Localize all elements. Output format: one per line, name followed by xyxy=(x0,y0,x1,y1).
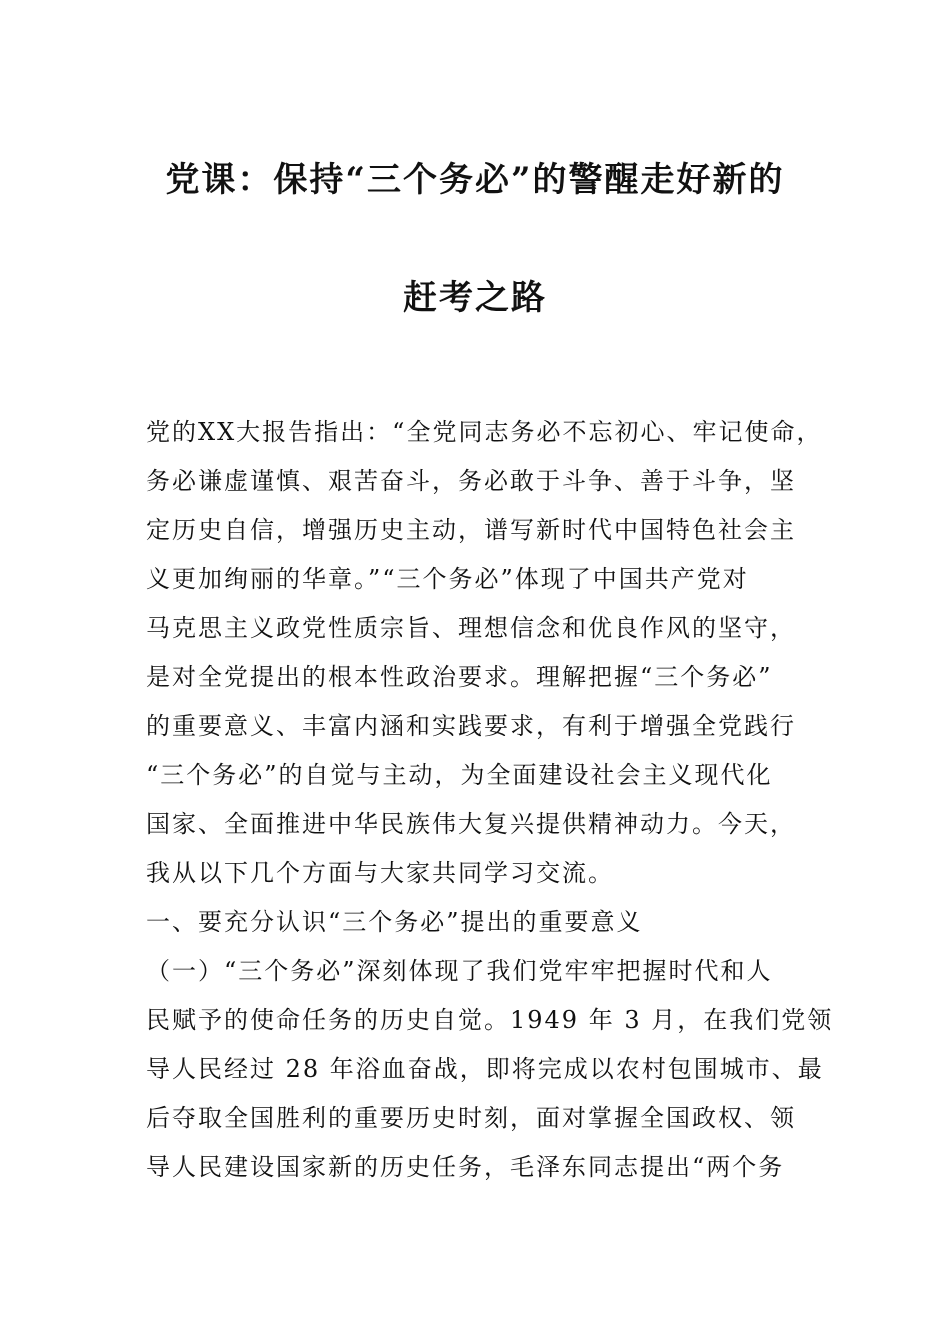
body-line: 定历史自信，增强历史主动，谱写新时代中国特色社会主 xyxy=(146,516,796,544)
body-line: 的重要意义、丰富内涵和实践要求，有利于增强全党践行 xyxy=(146,712,796,740)
subsection-heading: （一）“三个务必”深刻体现了我们党牢牢把握时代和人 xyxy=(146,957,773,985)
body-line: 导人民建设国家新的历史任务，毛泽东同志提出“两个务 xyxy=(146,1153,785,1181)
document-title-line-2: 赶考之路 xyxy=(403,278,547,318)
body-line: 我从以下几个方面与大家共同学习交流。 xyxy=(146,859,614,887)
body-line: “三个务必”的自觉与主动，为全面建设社会主义现代化 xyxy=(146,761,773,789)
section-heading: 一、要充分认识“三个务必”提出的重要意义 xyxy=(146,908,643,936)
body-line: 后夺取全国胜利的重要历史时刻，面对掌握全国政权、领 xyxy=(146,1104,796,1132)
body-line: 是对全党提出的根本性政治要求。理解把握“三个务必” xyxy=(146,663,773,691)
body-line: 国家、全面推进中华民族伟大复兴提供精神动力。今天， xyxy=(146,810,796,838)
body-line: 导人民经过 28 年浴血奋战，即将完成以农村包围城市、最 xyxy=(146,1055,824,1083)
body-line: 务必谦虚谨慎、艰苦奋斗，务必敢于斗争、善于斗争，坚 xyxy=(146,467,796,495)
body-line: 党的XX大报告指出：“全党同志务必不忘初心、牢记使命， xyxy=(146,418,823,446)
body-line: 民赋予的使命任务的历史自觉。1949 年 3 月，在我们党领 xyxy=(146,1006,834,1034)
body-line: 义更加绚丽的华章。”“三个务必”体现了中国共产党对 xyxy=(146,565,749,593)
document-body xyxy=(146,408,834,1192)
document-title-line-1: 党课：保持“三个务必”的警醒走好新的 xyxy=(165,160,785,200)
body-line: 马克思主义政党性质宗旨、理想信念和优良作风的坚守， xyxy=(146,614,796,642)
